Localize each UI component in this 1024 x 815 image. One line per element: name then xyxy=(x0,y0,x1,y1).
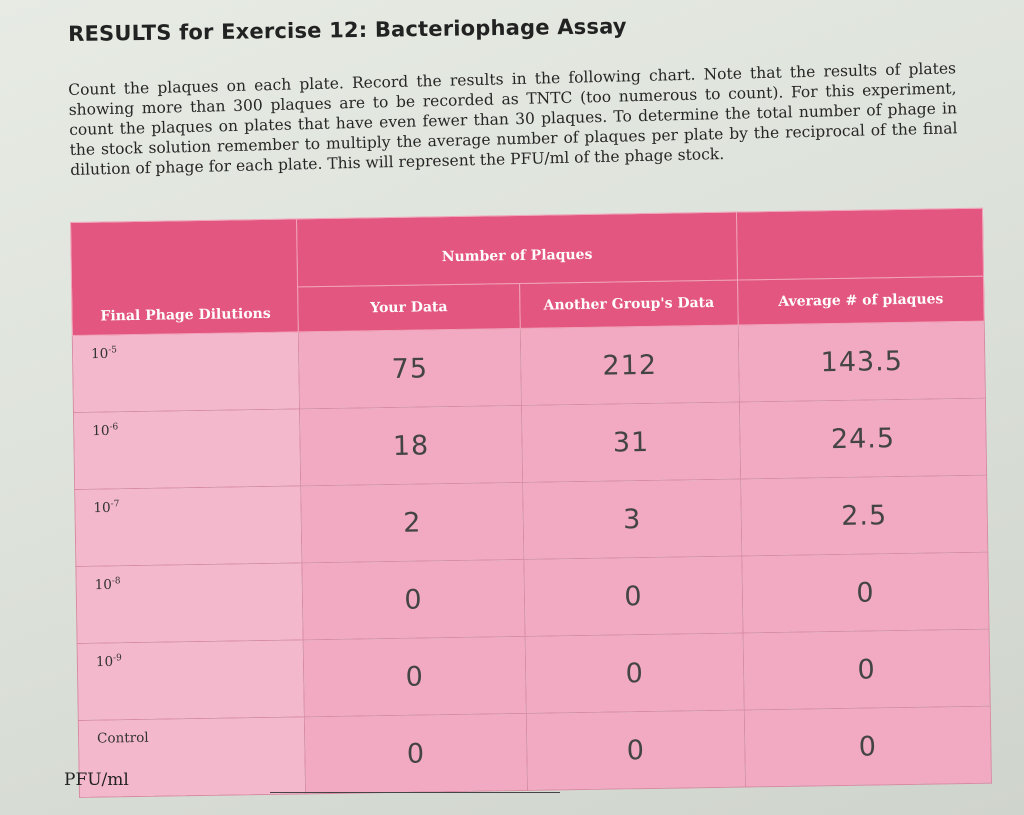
header-blank-cell xyxy=(736,208,983,280)
dilution-exponent: -9 xyxy=(112,653,122,664)
results-table-wrapper xyxy=(70,208,990,770)
other-group-data-cell[interactable]: 212 xyxy=(520,325,739,405)
other-group-data-cell[interactable]: 31 xyxy=(521,402,740,482)
dilution-base: 10 xyxy=(93,499,111,517)
dilution-base: 10 xyxy=(94,576,113,594)
dilution-label xyxy=(75,486,302,567)
dilution-base: 10 xyxy=(92,422,110,440)
header-average-plaques: Average # of plaques xyxy=(737,276,984,325)
table-row xyxy=(77,629,990,720)
table-row xyxy=(76,552,989,643)
table-row xyxy=(75,475,988,566)
other-group-data-cell[interactable]: 0 xyxy=(524,556,743,636)
dilution-label xyxy=(77,640,304,721)
results-table-body xyxy=(72,321,991,797)
other-group-data-cell[interactable]: 3 xyxy=(523,479,742,559)
page-title: RESULTS for Exercise 12: Bacteriophage Assay xyxy=(68,14,627,46)
your-data-cell[interactable]: 0 xyxy=(302,559,525,639)
average-cell[interactable]: 0 xyxy=(742,552,989,633)
your-data-cell[interactable]: 0 xyxy=(304,713,527,793)
your-data-cell[interactable]: 2 xyxy=(301,482,524,562)
dilution-exponent: -8 xyxy=(111,576,121,587)
header-final-phage-dilutions: Final Phage Dilutions xyxy=(71,219,299,336)
control-label: Control xyxy=(96,729,149,747)
table-row xyxy=(73,398,986,489)
instructions-paragraph: Count the plaques on each plate. Record the results in the following chart. Note that the results of plates showing more than 300 plaques are to be recorded as TNTC (too numerous to count). For this experiment, count the plaques on plates that have even fewer than 30 plaques. To determine the total number of phage in the stock solution remember to multiply the average number of plaques per plate by the reciprocal of the final dilution of phage for each plate. This will represent the PFU/ml of the phage stock. xyxy=(68,59,958,179)
dilution-base: 10 xyxy=(95,653,114,671)
header-another-groups-data: Another Group's Data xyxy=(520,280,739,328)
average-cell[interactable]: 2.5 xyxy=(741,475,988,556)
your-data-cell[interactable]: 0 xyxy=(303,636,526,716)
your-data-cell[interactable]: 75 xyxy=(298,328,521,408)
dilution-label xyxy=(72,332,299,413)
pfu-answer-field[interactable] xyxy=(270,792,560,793)
dilution-exponent: -7 xyxy=(110,499,120,510)
dilution-exponent: -6 xyxy=(109,422,119,433)
your-data-cell[interactable]: 18 xyxy=(299,405,522,485)
pfu-label: PFU/ml xyxy=(64,770,129,790)
header-number-of-plaques: Number of Plaques xyxy=(296,212,737,287)
dilution-exponent: -5 xyxy=(108,345,118,356)
results-table xyxy=(70,208,992,798)
dilution-label xyxy=(76,563,303,644)
dilution-label xyxy=(73,409,300,490)
header-your-data: Your Data xyxy=(298,283,521,331)
other-group-data-cell[interactable]: 0 xyxy=(525,633,744,713)
other-group-data-cell[interactable]: 0 xyxy=(526,710,745,790)
table-row xyxy=(78,706,991,797)
dilution-base: 10 xyxy=(90,345,109,363)
average-cell[interactable]: 0 xyxy=(744,706,991,787)
average-cell[interactable]: 0 xyxy=(743,629,990,710)
average-cell[interactable]: 143.5 xyxy=(738,321,985,402)
average-cell[interactable]: 24.5 xyxy=(739,398,986,479)
table-row xyxy=(72,321,985,412)
